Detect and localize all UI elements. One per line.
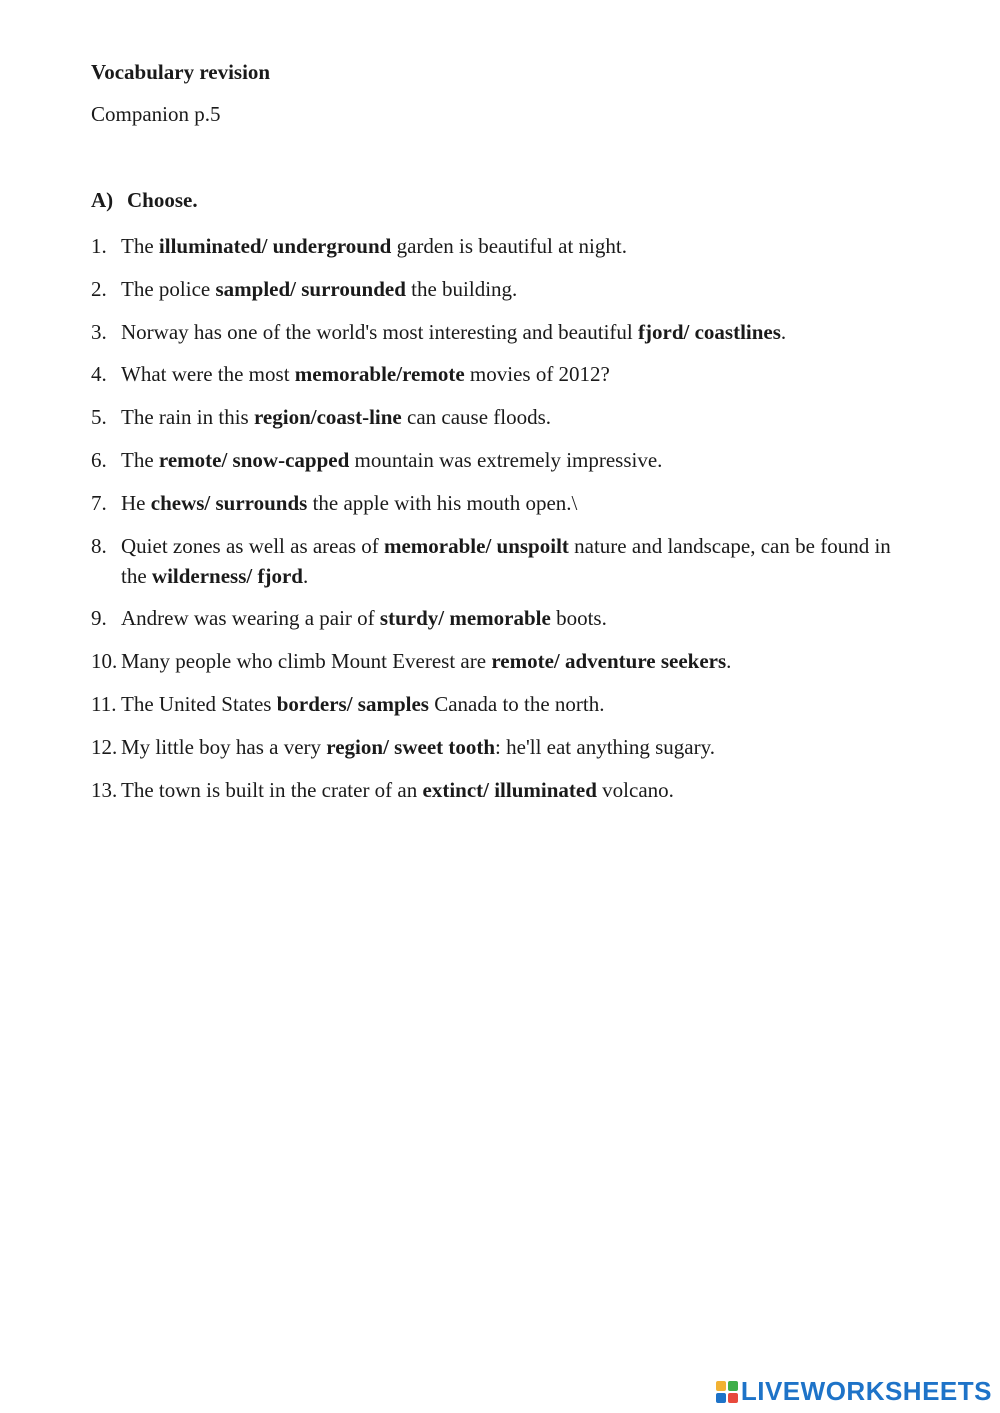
answer-choices: sturdy/ memorable: [379, 606, 551, 631]
answer-choices: memorable/remote: [294, 362, 465, 387]
answer-choices: fjord/ coastlines: [638, 319, 781, 344]
sentence-fragment: .: [726, 649, 732, 674]
item-sentence: [121, 274, 921, 304]
answer-choices: borders/ samples: [276, 691, 429, 716]
exercise-item: [91, 732, 921, 762]
sentence-fragment: can cause floods.: [401, 405, 552, 430]
sentence-fragment: garden is beautiful at night.: [391, 234, 627, 258]
item-number: 10.: [91, 649, 118, 674]
item-sentence: [121, 488, 921, 518]
sentence-fragment: movies of 2012?: [464, 362, 610, 387]
answer-choices: wilderness/ fjord: [151, 563, 303, 588]
sentence-fragment: Quiet zones as well as areas of: [121, 533, 384, 558]
item-number: 9.: [91, 606, 107, 631]
item-sentence: [121, 317, 921, 347]
sentence-fragment: the apple with his mouth open.\: [307, 490, 578, 515]
item-number: 12.: [91, 734, 118, 759]
section-heading: [91, 188, 198, 213]
item-number: 4.: [91, 362, 107, 387]
sentence-fragment: boots.: [550, 606, 607, 631]
page-subtitle: Companion p.5: [91, 102, 221, 126]
sentence-fragment: volcano.: [596, 777, 674, 802]
item-sentence: [121, 732, 921, 762]
item-sentence: [121, 603, 921, 633]
item-number: 11.: [91, 691, 117, 716]
item-number: 1.: [91, 234, 107, 258]
exercise-item: [91, 488, 921, 518]
sentence-fragment: The: [121, 234, 159, 258]
sentence-fragment: .: [780, 319, 787, 344]
liveworksheets-logo[interactable]: [716, 1376, 992, 1407]
answer-choices: region/coast-line: [253, 405, 402, 430]
item-number: 6.: [91, 447, 107, 472]
logo-square: [728, 1393, 738, 1403]
exercise-item: [91, 775, 921, 805]
sentence-fragment: The town is built in the crater of an: [121, 777, 423, 802]
exercise-item: [91, 402, 921, 432]
exercise-item: [91, 317, 921, 347]
item-sentence: [121, 531, 921, 591]
sentence-fragment: What were the most: [121, 362, 295, 387]
answer-choices: sampled/ surrounded: [215, 276, 406, 301]
sentence-fragment: The police: [121, 276, 216, 301]
item-number: 2.: [91, 276, 107, 301]
logo-square: [728, 1381, 738, 1391]
item-sentence: [121, 445, 921, 475]
exercise-item: [91, 689, 921, 719]
answer-choices: memorable/ unspoilt: [383, 533, 569, 558]
sentence-fragment: nature and landscape, can be found in the: [121, 533, 891, 588]
item-sentence: [121, 646, 921, 676]
exercise-item: [91, 603, 921, 633]
liveworksheets-logo-icon: [716, 1381, 738, 1403]
sentence-fragment: .: [302, 563, 309, 588]
sentence-fragment: Norway has one of the world's most interesting and beautiful: [121, 319, 639, 344]
exercise-item: [91, 274, 921, 304]
exercise-list: [91, 231, 921, 817]
section-instruction: Choose.: [127, 188, 198, 212]
sentence-fragment: The United States: [121, 691, 277, 716]
item-sentence: [121, 689, 921, 719]
item-number: 3.: [91, 319, 107, 344]
exercise-item: [91, 531, 921, 591]
answer-choices: remote/ snow-capped: [158, 447, 350, 472]
sentence-fragment: mountain was extremely impressive.: [349, 447, 663, 472]
item-sentence: [121, 402, 921, 432]
answer-choices: chews/ surrounds: [150, 490, 308, 515]
exercise-item: [91, 231, 921, 261]
exercise-item: [91, 646, 921, 676]
item-sentence: [121, 359, 921, 389]
item-number: 7.: [91, 490, 107, 515]
sentence-fragment: My little boy has a very: [121, 734, 327, 759]
item-number: 5.: [91, 405, 107, 430]
item-sentence: [121, 231, 921, 261]
page-title: Vocabulary revision: [91, 60, 271, 84]
answer-choices: illuminated/ underground: [158, 234, 392, 258]
logo-square: [716, 1381, 726, 1391]
sentence-fragment: Canada to the north.: [428, 691, 605, 716]
sentence-fragment: the building.: [405, 276, 518, 301]
logo-text: LIVEWORKSHEETS: [740, 1376, 992, 1406]
exercise-item: [91, 359, 921, 389]
exercise-item: [91, 445, 921, 475]
sentence-fragment: Many people who climb Mount Everest are: [121, 649, 492, 674]
answer-choices: remote/ adventure seekers: [491, 649, 727, 674]
sentence-fragment: Andrew was wearing a pair of: [121, 606, 380, 631]
logo-square: [716, 1393, 726, 1403]
sentence-fragment: The: [121, 447, 159, 472]
section-letter: A): [91, 188, 114, 212]
item-sentence: [121, 775, 921, 805]
answer-choices: region/ sweet tooth: [326, 734, 496, 759]
item-number: 8.: [91, 533, 107, 558]
sentence-fragment: He: [121, 490, 151, 515]
item-number: 13.: [91, 777, 118, 802]
sentence-fragment: The rain in this: [121, 405, 254, 430]
answer-choices: extinct/ illuminated: [422, 777, 597, 802]
sentence-fragment: : he'll eat anything sugary.: [495, 734, 715, 759]
